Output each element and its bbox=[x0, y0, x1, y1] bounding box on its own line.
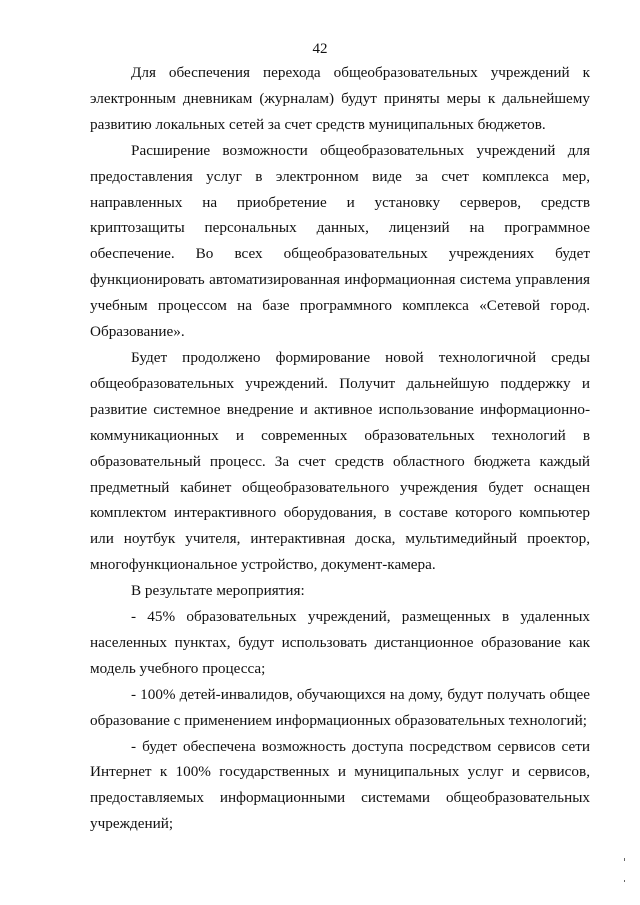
paragraph-technology-environment: Будет продолжено формирование новой технологичной среды общеобразовательных учреждений. Получит дальнейшую поддержку и развитие системное внедрение и активное использование информационно-коммуникационных и современных образовательных технологий в образовательный процесс. За счет средств областного бюджета каждый предметный кабинет общеобразовательного учреждения будет оснащен комплектом интерактивного оборудования, в составе которого компьютер или ноутбук учителя, интерактивная доска, мультимедийный проектор, многофункциональное устройство, документ-камера. bbox=[90, 348, 590, 574]
scan-mark bbox=[624, 880, 625, 882]
paragraph-result-distance-education: - 45% образовательных учреждений, размещенных в удаленных населенных пунктах, будут использовать дистанционное образование как модель учебного процесса; bbox=[90, 608, 590, 677]
paragraph-result-disabled-children: - 100% детей-инвалидов, обучающихся на дому, будут получать общее образование с применением информационных образовательных технологий; bbox=[90, 685, 590, 729]
paragraph-results-heading: В результате мероприятия: bbox=[131, 582, 305, 600]
paragraph-local-networks: Для обеспечения перехода общеобразовательных учреждений к электронным дневникам (журналам) будут приняты меры к дальнейшему развитию локальных сетей за счет средств муниципальных бюджетов. bbox=[90, 64, 590, 133]
page-number: 42 bbox=[312, 41, 328, 57]
paragraph-electronic-services: Расширение возможности общеобразовательных учреждений для предоставления услуг в электронном виде за счет комплекса мер, направленных на приобретение и установку серверов, средств криптозащиты персональных данных, лицензий на программное обеспечение. Во всех общеобразовательных учреждениях будет функционировать автоматизированная информационная система управления учебным процессом на базе программного комплекса «Сетевой город. Образование». bbox=[90, 141, 590, 341]
document-body bbox=[90, 60, 590, 837]
paragraph-result-internet-services: - будет обеспечена возможность доступа посредством сервисов сети Интернет к 100% государственных и муниципальных услуг и сервисов, предоставляемых информационными системами общеобразовательных учреждений; bbox=[90, 737, 590, 833]
scan-mark bbox=[624, 858, 625, 861]
